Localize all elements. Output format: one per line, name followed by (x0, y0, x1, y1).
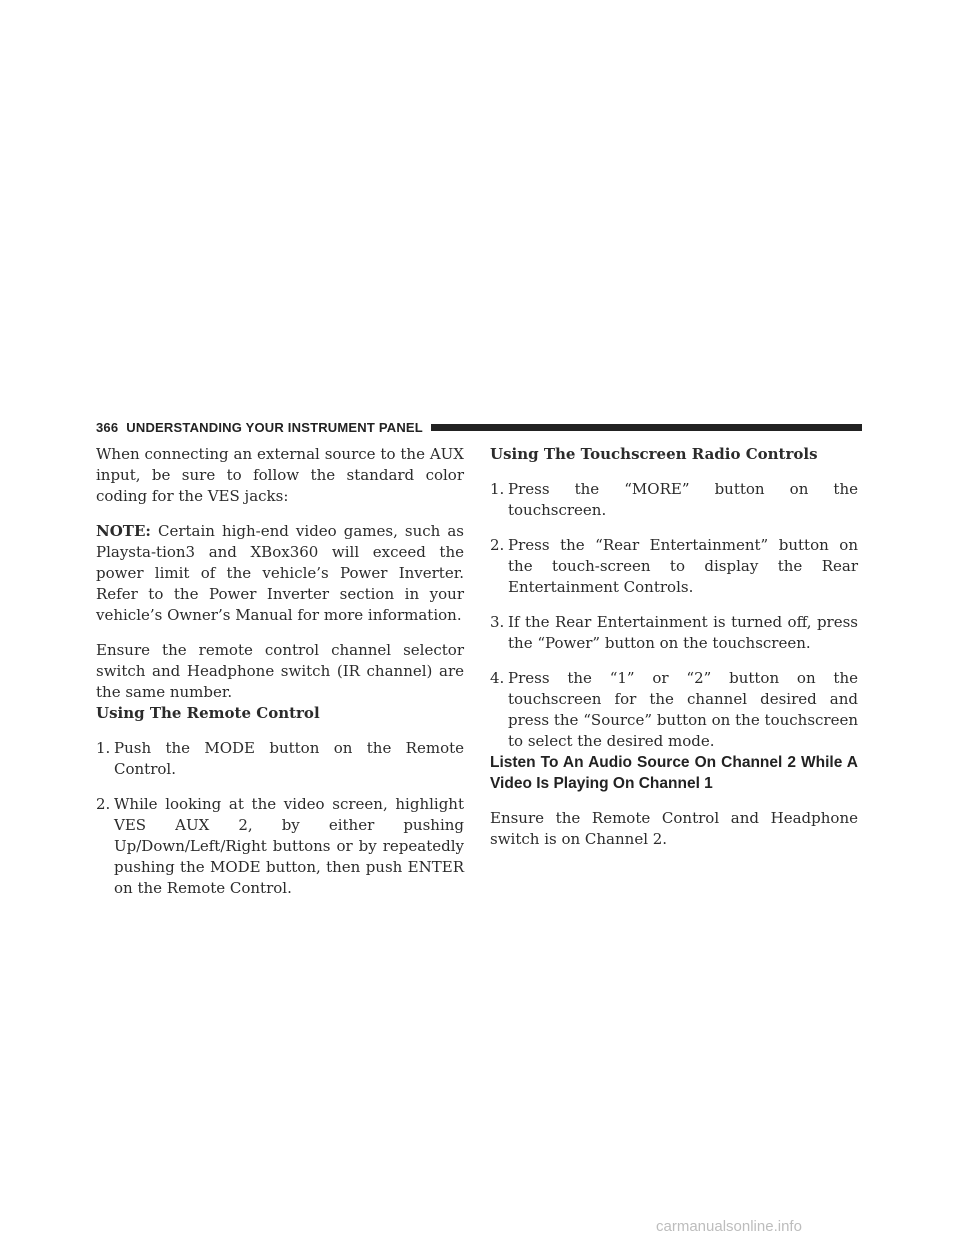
intro-paragraph: When connecting an external source to the AUX input, be sure to follow the standard color coding for the VES jacks: (96, 445, 464, 505)
note-text: Certain high-end video games, such as Playsta-tion3 and XBox360 will exceed the power limit of the vehicle’s Power Inverter. Refer to the Power Inverter section in your vehicle’s Owner’s Manual for more information. (96, 522, 464, 624)
step-number: 2. (490, 536, 505, 554)
touchscreen-heading: Using The Touchscreen Radio Controls (490, 445, 818, 463)
touchscreen-steps-list (490, 479, 858, 752)
step-text: Press the “1” or “2” button on the touchscreen for the channel desired and press the “Source” button on the touchscreen to select the desired mode. (508, 669, 858, 750)
left-column (96, 444, 464, 899)
list-item (490, 479, 858, 521)
step-text: Press the “Rear Entertainment” button on the touch-screen to display the Rear Entertainment Controls. (508, 536, 858, 596)
header-rule (431, 424, 862, 431)
list-item (96, 738, 464, 780)
ensure-paragraph: Ensure the remote control channel selector switch and Headphone switch (IR channel) are the same number. (96, 641, 464, 701)
step-text: Press the “MORE” button on the touchscreen. (508, 480, 858, 519)
remote-control-heading: Using The Remote Control (96, 704, 320, 722)
note-label: NOTE: (96, 522, 151, 540)
step-number: 3. (490, 613, 505, 631)
page-header (96, 419, 862, 435)
step-number: 1. (490, 480, 505, 498)
list-item (490, 668, 858, 752)
step-number: 2. (96, 795, 111, 813)
list-item (490, 612, 858, 654)
list-item (490, 535, 858, 598)
note-paragraph (96, 521, 464, 626)
step-number: 1. (96, 739, 111, 757)
section-title: UNDERSTANDING YOUR INSTRUMENT PANEL (126, 419, 423, 435)
channel-heading: Listen To An Audio Source On Channel 2 While A Video Is Playing On Channel 1 (490, 754, 858, 792)
watermark: carmanualsonline.info (656, 1218, 802, 1235)
list-item (96, 794, 464, 899)
step-text: While looking at the video screen, highlight VES AUX 2, by either pushing Up/Down/Left/Right buttons or by repeatedly pushing the MODE button, then push ENTER on the Remote Control. (114, 795, 464, 897)
page-number: 366 (96, 419, 119, 435)
channel-paragraph: Ensure the Remote Control and Headphone switch is on Channel 2. (490, 809, 858, 848)
step-text: If the Rear Entertainment is turned off, press the “Power” button on the touchscreen. (508, 613, 858, 652)
right-column (490, 444, 858, 850)
step-number: 4. (490, 669, 505, 687)
remote-steps-list (96, 738, 464, 899)
step-text: Push the MODE button on the Remote Control. (114, 739, 464, 778)
